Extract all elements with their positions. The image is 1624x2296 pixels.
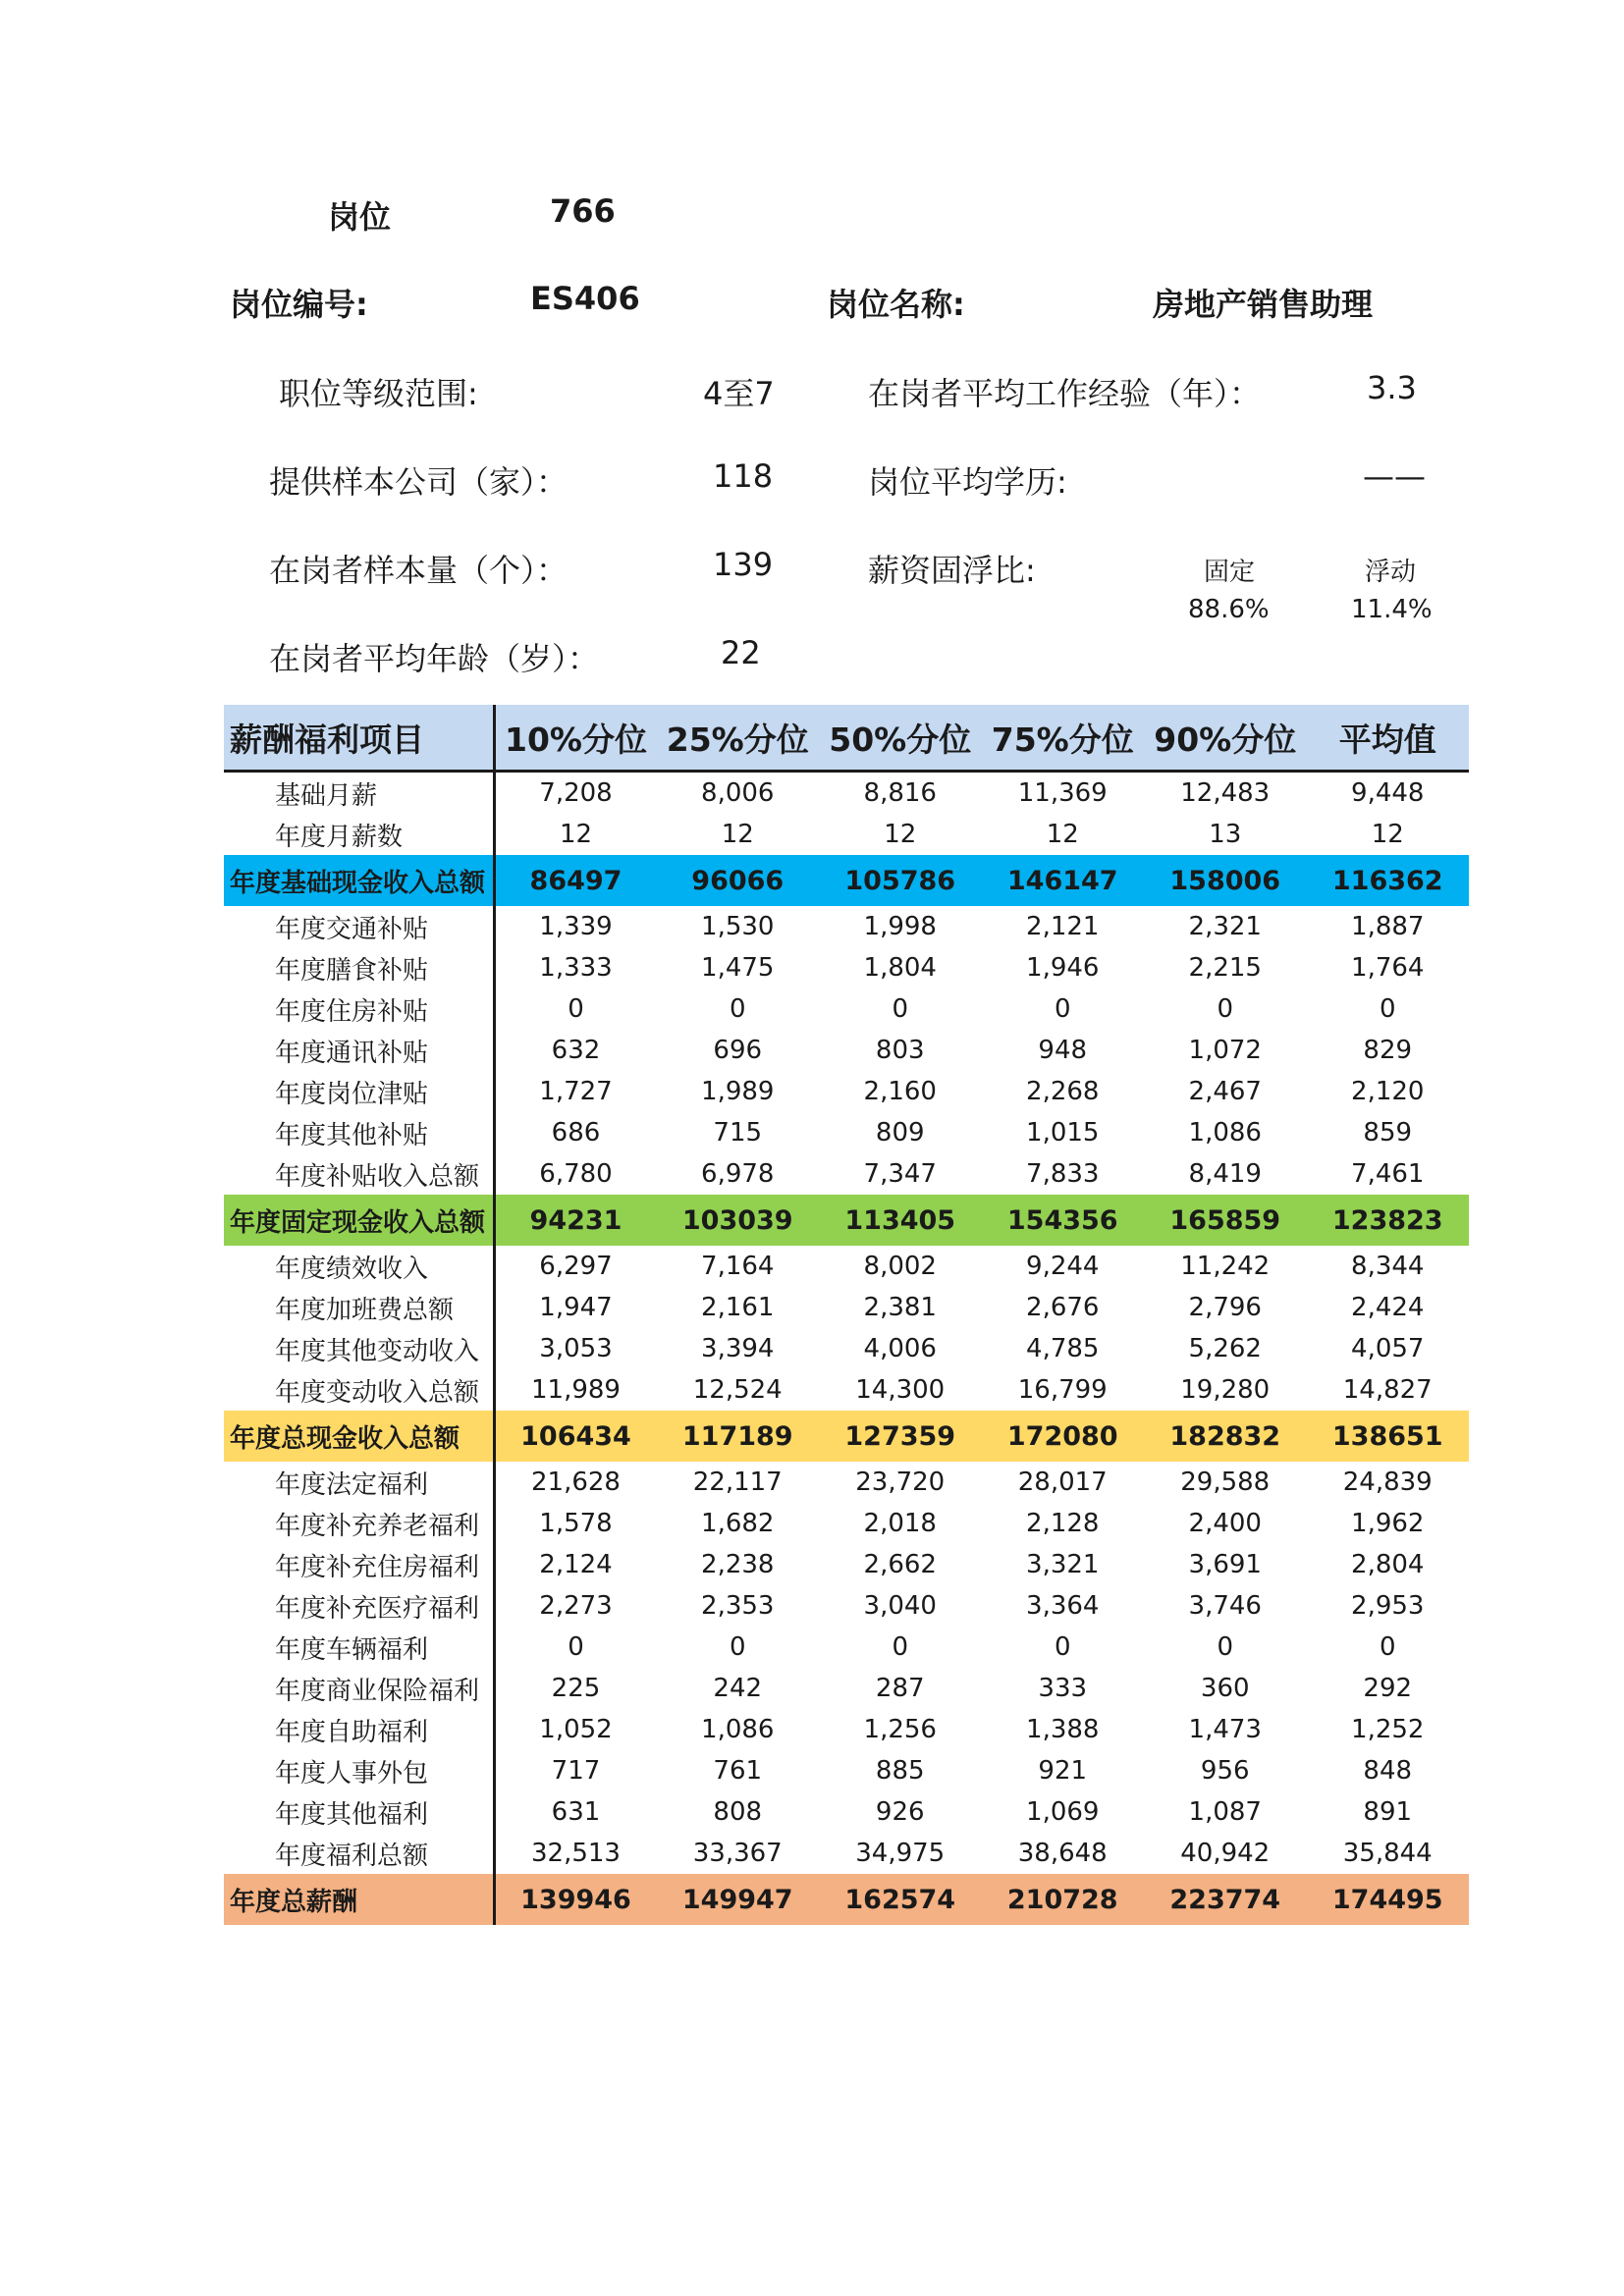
row-value: 8,419	[1188, 1159, 1262, 1189]
row-label: 基础月薪	[224, 772, 494, 815]
row-value: 0	[1217, 994, 1234, 1024]
row-value: 86497	[494, 855, 657, 906]
compensation-table	[224, 705, 1469, 1925]
row-value: 23,720	[855, 1468, 946, 1497]
education-value: ——	[1363, 457, 1426, 495]
row-value: 0	[892, 1632, 909, 1662]
grade-range-value: 4至7	[703, 375, 775, 412]
row-value: 2,128	[1026, 1509, 1100, 1538]
row-value: 2,400	[1188, 1509, 1262, 1538]
row-value: 3,691	[1188, 1550, 1262, 1579]
row-value: 686	[551, 1118, 601, 1148]
row-value: 113405	[819, 1195, 982, 1246]
row-value: 1,475	[701, 953, 775, 983]
row-value: 6,297	[539, 1252, 613, 1281]
row-value: 2,215	[1188, 953, 1262, 983]
row-value: 11,242	[1180, 1252, 1271, 1281]
row-value: 21,628	[531, 1468, 621, 1497]
table-row	[224, 1544, 1469, 1585]
table-row	[224, 814, 1469, 855]
row-value: 3,053	[539, 1334, 613, 1363]
row-value: 1,086	[1188, 1118, 1262, 1148]
row-value: 3,746	[1188, 1591, 1262, 1621]
row-label: 年度交通补贴	[224, 906, 494, 947]
row-value: 1,339	[539, 912, 613, 941]
row-value: 287	[875, 1674, 925, 1703]
row-value: 12,483	[1180, 778, 1271, 808]
row-label: 年度变动收入总额	[224, 1369, 494, 1411]
row-value: 1,388	[1026, 1715, 1100, 1744]
row-label: 年度月薪数	[224, 814, 494, 855]
row-value: 32,513	[531, 1839, 621, 1868]
row-label: 年度岗位津贴	[224, 1071, 494, 1112]
grade-range-label: 职位等级范围:	[279, 375, 478, 412]
row-value: 1,072	[1188, 1036, 1262, 1065]
row-label: 年度基础现金收入总额	[224, 855, 494, 906]
table-row	[224, 1462, 1469, 1503]
row-value: 926	[875, 1797, 925, 1827]
row-value: 13	[1209, 820, 1242, 849]
row-value: 948	[1038, 1036, 1088, 1065]
row-label: 年度商业保险福利	[224, 1668, 494, 1709]
row-value: 0	[1054, 1632, 1071, 1662]
row-value: 7,347	[863, 1159, 937, 1189]
row-value: 7,461	[1351, 1159, 1425, 1189]
header-p75: 75%分位	[982, 705, 1145, 772]
row-value: 2,121	[1026, 912, 1100, 941]
row-value: 2,018	[863, 1509, 937, 1538]
row-value: 123823	[1307, 1195, 1470, 1246]
row-value: 116362	[1307, 855, 1470, 906]
row-label: 年度补充医疗福利	[224, 1585, 494, 1627]
row-value: 2,424	[1351, 1293, 1425, 1322]
table-row	[224, 906, 1469, 947]
row-label: 年度其他变动收入	[224, 1328, 494, 1369]
row-value: 172080	[982, 1411, 1145, 1462]
row-value: 12	[1371, 820, 1404, 849]
row-value: 225	[551, 1674, 601, 1703]
row-label: 年度总薪酬	[224, 1874, 494, 1925]
average-age-value: 22	[721, 634, 761, 671]
pay-ratio-label: 薪资固浮比:	[868, 552, 1036, 589]
row-value: 174495	[1307, 1874, 1470, 1925]
position-name-value: 房地产销售助理	[1153, 286, 1374, 323]
row-value: 24,839	[1342, 1468, 1433, 1497]
row-value: 9,448	[1351, 778, 1425, 808]
row-label: 年度固定现金收入总额	[224, 1195, 494, 1246]
table-header-row	[224, 705, 1469, 772]
row-label: 年度住房补贴	[224, 988, 494, 1030]
row-value: 2,321	[1188, 912, 1262, 941]
table-row	[224, 1503, 1469, 1544]
row-value: 360	[1200, 1674, 1250, 1703]
row-value: 6,780	[539, 1159, 613, 1189]
float-value: 11.4%	[1351, 595, 1433, 624]
table-row	[224, 1750, 1469, 1791]
row-value: 1,473	[1188, 1715, 1262, 1744]
row-value: 1,764	[1351, 953, 1425, 983]
row-value: 19,280	[1180, 1375, 1271, 1405]
row-value: 1,069	[1026, 1797, 1100, 1827]
row-value: 158006	[1144, 855, 1307, 906]
row-value: 6,978	[701, 1159, 775, 1189]
row-value: 14,300	[855, 1375, 946, 1405]
row-value: 154356	[982, 1195, 1145, 1246]
row-value: 2,161	[701, 1293, 775, 1322]
row-value: 210728	[982, 1874, 1145, 1925]
row-value: 1,682	[701, 1509, 775, 1538]
header-average: 平均值	[1307, 705, 1470, 772]
row-label: 年度自助福利	[224, 1709, 494, 1750]
row-value: 117189	[657, 1411, 820, 1462]
row-value: 12	[1046, 820, 1079, 849]
row-value: 1,962	[1351, 1509, 1425, 1538]
row-value: 2,662	[863, 1550, 937, 1579]
row-value: 8,002	[863, 1252, 937, 1281]
fixed-value: 88.6%	[1188, 595, 1270, 624]
position-code-label: 岗位编号:	[230, 286, 368, 323]
row-value: 1,530	[701, 912, 775, 941]
row-value: 1,998	[863, 912, 937, 941]
row-value: 2,268	[1026, 1077, 1100, 1106]
table-row	[224, 772, 1469, 815]
row-value: 292	[1363, 1674, 1413, 1703]
table-body	[224, 772, 1469, 1926]
row-label: 年度膳食补贴	[224, 947, 494, 988]
row-value: 165859	[1144, 1195, 1307, 1246]
table-subtotal-row	[224, 855, 1469, 906]
position-label: 岗位	[328, 198, 392, 236]
row-value: 8,816	[863, 778, 937, 808]
row-value: 1,256	[863, 1715, 937, 1744]
row-value: 2,120	[1351, 1077, 1425, 1106]
table-row	[224, 1585, 1469, 1627]
row-value: 891	[1363, 1797, 1413, 1827]
row-value: 5,262	[1188, 1334, 1262, 1363]
row-value: 809	[875, 1118, 925, 1148]
row-value: 829	[1363, 1036, 1413, 1065]
row-value: 4,006	[863, 1334, 937, 1363]
row-value: 715	[713, 1118, 763, 1148]
row-label: 年度法定福利	[224, 1462, 494, 1503]
row-value: 38,648	[1017, 1839, 1108, 1868]
row-value: 808	[713, 1797, 763, 1827]
row-value: 7,164	[701, 1252, 775, 1281]
row-value: 2,353	[701, 1591, 775, 1621]
row-value: 333	[1038, 1674, 1088, 1703]
header-item: 薪酬福利项目	[224, 705, 494, 772]
table-row	[224, 1153, 1469, 1195]
sample-size-value: 139	[713, 546, 774, 583]
row-value: 3,394	[701, 1334, 775, 1363]
table-row	[224, 1791, 1469, 1833]
row-value: 1,087	[1188, 1797, 1262, 1827]
table-row	[224, 1287, 1469, 1328]
row-value: 1,252	[1351, 1715, 1425, 1744]
row-value: 4,785	[1026, 1334, 1100, 1363]
row-value: 1,804	[863, 953, 937, 983]
row-value: 105786	[819, 855, 982, 906]
row-value: 1,946	[1026, 953, 1100, 983]
row-value: 28,017	[1017, 1468, 1108, 1497]
table-row	[224, 1071, 1469, 1112]
float-label: 浮动	[1365, 558, 1417, 587]
row-value: 16,799	[1017, 1375, 1108, 1405]
row-value: 34,975	[855, 1839, 946, 1868]
row-value: 1,887	[1351, 912, 1425, 941]
header-p25: 25%分位	[657, 705, 820, 772]
row-value: 2,796	[1188, 1293, 1262, 1322]
row-value: 0	[1379, 1632, 1396, 1662]
row-label: 年度补贴收入总额	[224, 1153, 494, 1195]
row-value: 12,524	[692, 1375, 783, 1405]
row-label: 年度车辆福利	[224, 1627, 494, 1668]
table-row	[224, 1328, 1469, 1369]
row-value: 7,833	[1026, 1159, 1100, 1189]
row-value: 14,827	[1342, 1375, 1433, 1405]
row-value: 921	[1038, 1756, 1088, 1786]
row-label: 年度其他福利	[224, 1791, 494, 1833]
row-value: 3,321	[1026, 1550, 1100, 1579]
average-age-label: 在岗者平均年龄（岁）：	[269, 640, 600, 677]
row-value: 1,578	[539, 1509, 613, 1538]
row-value: 0	[892, 994, 909, 1024]
row-value: 106434	[494, 1411, 657, 1462]
education-label: 岗位平均学历:	[868, 463, 1067, 501]
row-value: 0	[1054, 994, 1071, 1024]
row-value: 1,015	[1026, 1118, 1100, 1148]
row-value: 1,727	[539, 1077, 613, 1106]
row-value: 138651	[1307, 1411, 1470, 1462]
row-value: 717	[551, 1756, 601, 1786]
row-value: 11,989	[531, 1375, 621, 1405]
row-label: 年度人事外包	[224, 1750, 494, 1791]
row-value: 885	[875, 1756, 925, 1786]
row-label: 年度加班费总额	[224, 1287, 494, 1328]
position-name-label: 岗位名称:	[827, 286, 965, 323]
experience-label: 在岗者平均工作经验（年）：	[868, 375, 1262, 412]
row-value: 3,364	[1026, 1591, 1100, 1621]
experience-value: 3.3	[1367, 369, 1417, 406]
row-value: 35,844	[1342, 1839, 1433, 1868]
row-value: 162574	[819, 1874, 982, 1925]
row-value: 859	[1363, 1118, 1413, 1148]
row-value: 12	[559, 820, 593, 849]
row-value: 103039	[657, 1195, 820, 1246]
sample-companies-value: 118	[713, 457, 774, 495]
row-value: 182832	[1144, 1411, 1307, 1462]
table-row	[224, 1833, 1469, 1874]
row-value: 2,273	[539, 1591, 613, 1621]
row-value: 1,086	[701, 1715, 775, 1744]
row-value: 1,989	[701, 1077, 775, 1106]
row-value: 223774	[1144, 1874, 1307, 1925]
row-value: 956	[1200, 1756, 1250, 1786]
row-value: 96066	[657, 855, 820, 906]
position-value: 766	[550, 192, 616, 230]
row-value: 8,006	[701, 778, 775, 808]
row-label: 年度其他补贴	[224, 1112, 494, 1153]
row-value: 0	[729, 1632, 746, 1662]
fixed-label: 固定	[1204, 558, 1256, 587]
row-value: 632	[551, 1036, 601, 1065]
row-value: 2,160	[863, 1077, 937, 1106]
row-value: 146147	[982, 855, 1145, 906]
row-value: 11,369	[1017, 778, 1108, 808]
row-value: 94231	[494, 1195, 657, 1246]
row-value: 139946	[494, 1874, 657, 1925]
row-label: 年度福利总额	[224, 1833, 494, 1874]
row-value: 4,057	[1351, 1334, 1425, 1363]
row-label: 年度补充住房福利	[224, 1544, 494, 1585]
sample-size-label: 在岗者样本量（个）：	[269, 552, 568, 589]
row-value: 242	[713, 1674, 763, 1703]
row-value: 9,244	[1026, 1252, 1100, 1281]
row-value: 149947	[657, 1874, 820, 1925]
position-code-value: ES406	[530, 280, 640, 317]
row-value: 29,588	[1180, 1468, 1271, 1497]
row-value: 2,676	[1026, 1293, 1100, 1322]
row-value: 127359	[819, 1411, 982, 1462]
table-row	[224, 1369, 1469, 1411]
row-value: 1,333	[539, 953, 613, 983]
table-subtotal-row	[224, 1411, 1469, 1462]
table-row	[224, 1668, 1469, 1709]
row-value: 33,367	[692, 1839, 783, 1868]
row-value: 761	[713, 1756, 763, 1786]
row-value: 2,804	[1351, 1550, 1425, 1579]
table-row	[224, 1627, 1469, 1668]
row-label: 年度通讯补贴	[224, 1030, 494, 1071]
row-value: 2,238	[701, 1550, 775, 1579]
header-p10: 10%分位	[494, 705, 657, 772]
row-value: 7,208	[539, 778, 613, 808]
row-value: 0	[729, 994, 746, 1024]
table-subtotal-row	[224, 1195, 1469, 1246]
row-value: 2,124	[539, 1550, 613, 1579]
row-value: 0	[1379, 994, 1396, 1024]
row-value: 12	[884, 820, 917, 849]
row-value: 2,467	[1188, 1077, 1262, 1106]
row-value: 1,052	[539, 1715, 613, 1744]
table-row	[224, 1030, 1469, 1071]
row-value: 8,344	[1351, 1252, 1425, 1281]
header-p90: 90%分位	[1144, 705, 1307, 772]
row-value: 0	[1217, 1632, 1234, 1662]
row-value: 1,947	[539, 1293, 613, 1322]
row-label: 年度补充养老福利	[224, 1503, 494, 1544]
header-p50: 50%分位	[819, 705, 982, 772]
row-label: 年度绩效收入	[224, 1246, 494, 1287]
row-value: 40,942	[1180, 1839, 1271, 1868]
table-subtotal-row	[224, 1874, 1469, 1925]
row-value: 2,953	[1351, 1591, 1425, 1621]
row-value: 0	[568, 1632, 584, 1662]
sample-companies-label: 提供样本公司（家）：	[269, 463, 568, 501]
row-label: 年度总现金收入总额	[224, 1411, 494, 1462]
row-value: 0	[568, 994, 584, 1024]
table-row	[224, 1246, 1469, 1287]
row-value: 631	[551, 1797, 601, 1827]
row-value: 696	[713, 1036, 763, 1065]
table-row	[224, 988, 1469, 1030]
table-row	[224, 947, 1469, 988]
table-row	[224, 1709, 1469, 1750]
row-value: 848	[1363, 1756, 1413, 1786]
row-value: 3,040	[863, 1591, 937, 1621]
row-value: 2,381	[863, 1293, 937, 1322]
row-value: 22,117	[692, 1468, 783, 1497]
row-value: 803	[875, 1036, 925, 1065]
row-value: 12	[721, 820, 754, 849]
table-row	[224, 1112, 1469, 1153]
